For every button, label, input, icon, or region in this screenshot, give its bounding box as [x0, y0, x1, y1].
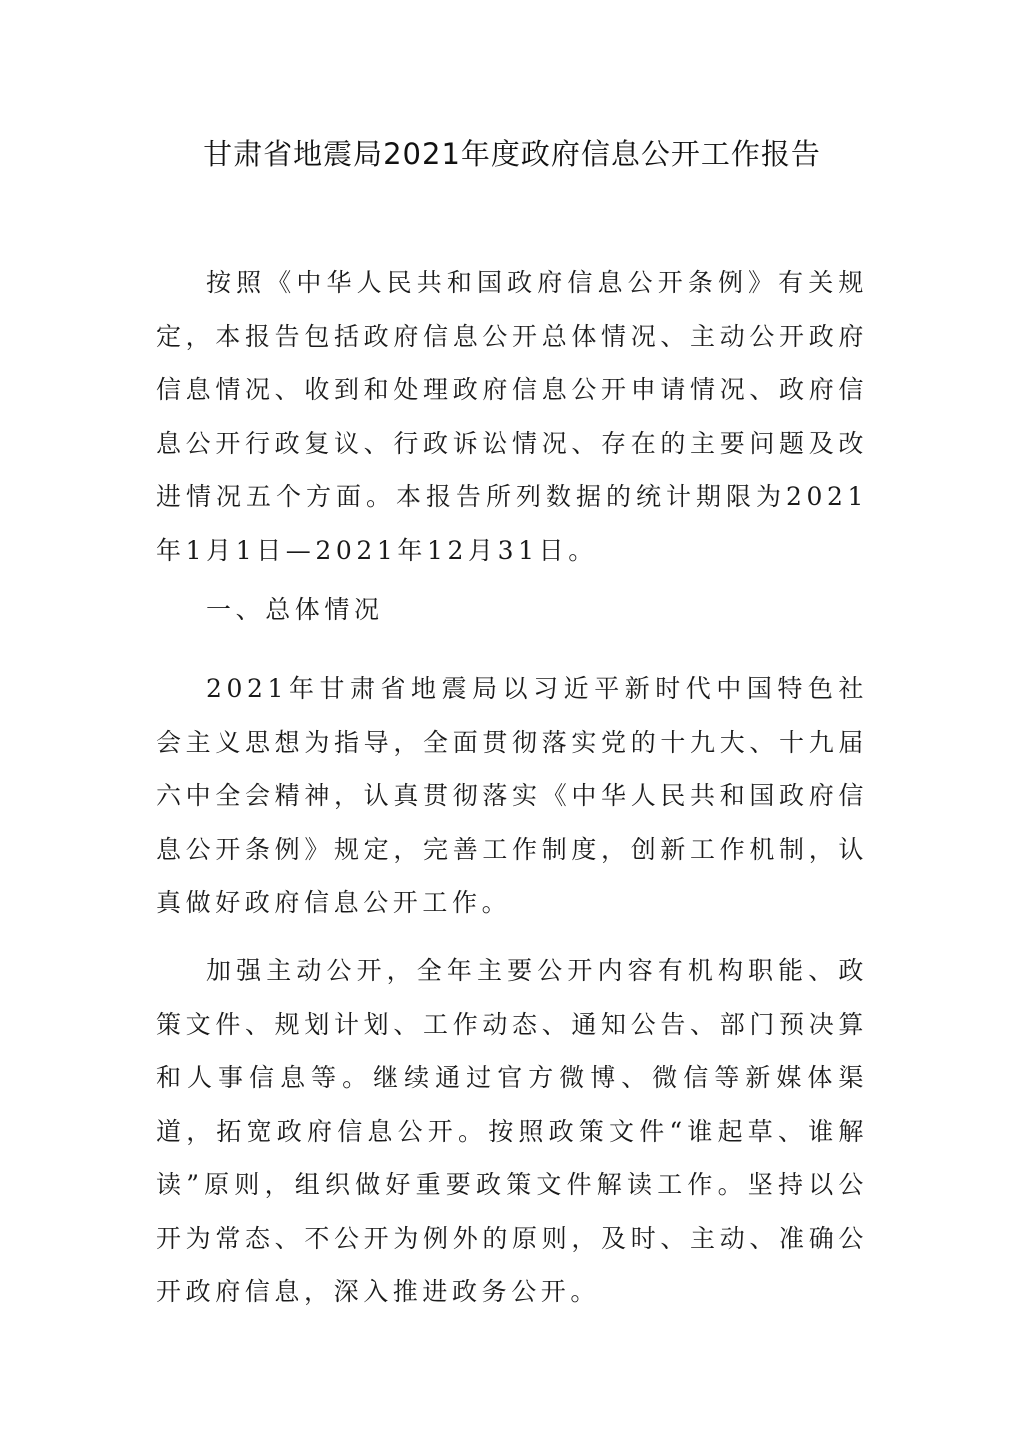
document-title: 甘肃省地震局2021年度政府信息公开工作报告	[203, 137, 821, 171]
active-disclosure-paragraph: 加强主动公开，全年主要公开内容有机构职能、政策文件、规划计划、工作动态、通知公告、部门预决算和人事信息等。继续通过官方微博、微信等新媒体渠道，拓宽政府信息公开。按照政策文件“谁起草、谁解读”原则，组织做好重要政策文件解读工作。坚持以公开为常态、不公开为例外的原则，及时、主动、准确公开政府信息，深入推进政务公开。	[156, 956, 868, 1306]
overview-paragraph: 2021年甘肃省地震局以习近平新时代中国特色社会主义思想为指导，全面贯彻落实党的十九大、十九届六中全会精神，认真贯彻落实《中华人民共和国政府信息公开条例》规定，完善工作制度，创新工作机制，认真做好政府信息公开工作。	[156, 674, 868, 917]
section-heading-overview: 一、总体情况	[206, 595, 384, 624]
intro-paragraph: 按照《中华人民共和国政府信息公开条例》有关规定，本报告包括政府信息公开总体情况、主动公开政府信息情况、收到和处理政府信息公开申请情况、政府信息公开行政复议、行政诉讼情况、存在的主要问题及改进情况五个方面。本报告所列数据的统计期限为2021年1月1日—2021年12月31日。	[156, 268, 868, 565]
